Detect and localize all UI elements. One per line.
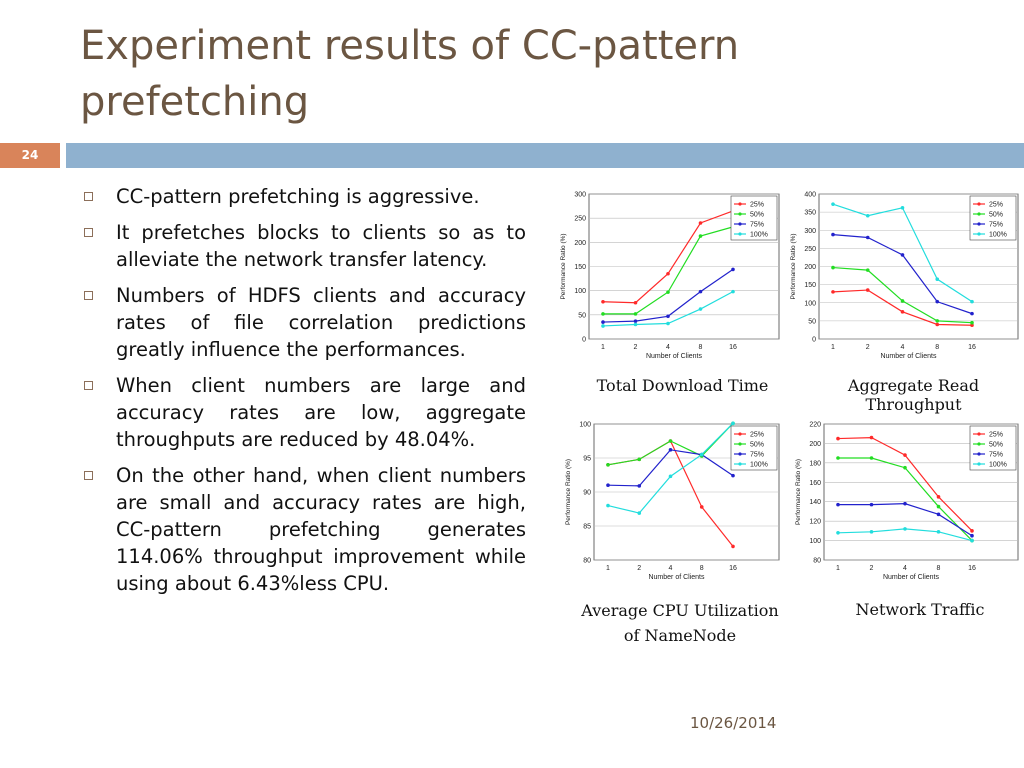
data-point [699,221,703,225]
legend-label: 100% [989,461,1007,469]
bullet-text: CC-pattern prefetching is aggressive. [116,185,480,208]
chart-svg [785,186,1024,371]
data-point [937,513,941,517]
data-point [935,300,939,304]
data-point [731,422,735,426]
y-tick-label: 100 [574,288,586,296]
series-line [608,423,733,464]
data-point [666,314,670,318]
y-tick-label: 350 [804,209,816,217]
x-tick-label: 1 [831,344,835,351]
y-tick-label: 50 [578,312,586,320]
slide-date: 10/26/2014 [690,714,777,732]
data-point [666,272,670,276]
data-point [836,456,840,460]
data-point [831,266,835,270]
legend-label: 25% [750,201,765,209]
data-point [699,290,703,294]
data-point [700,453,704,457]
chart-caption: Total Download Time [596,376,769,395]
chart-caption: Aggregate Read Throughput [847,376,980,414]
legend-label: 25% [989,431,1004,439]
data-point [970,534,974,538]
x-tick-label: 4 [666,344,670,351]
data-point [669,439,673,443]
legend-label: 25% [989,201,1004,209]
y-tick-label: 80 [583,557,591,565]
y-tick-label: 300 [804,227,816,235]
data-point [903,466,907,470]
bullet-square-icon [84,192,93,201]
data-point [935,319,939,323]
data-point [970,300,974,304]
x-tick-label: 8 [699,565,704,572]
x-tick-label: 8 [698,344,703,351]
series-line [833,204,972,302]
data-point [831,290,835,294]
legend-label: 50% [750,211,765,219]
x-tick-label: 2 [869,565,874,572]
x-tick-label: 8 [936,565,941,572]
data-point [601,312,605,316]
chart-total-download-time [555,186,785,371]
legend-marker [738,202,741,205]
data-point [866,288,870,292]
y-tick-label: 120 [809,518,821,526]
legend-marker [977,222,980,225]
series-line [833,268,972,323]
series-line [603,292,733,326]
data-point [669,448,673,452]
x-axis-label: Number of Clients [882,574,940,581]
legend-label: 50% [750,441,765,449]
bullet-square-icon [84,471,93,480]
y-tick-label: 400 [804,191,816,199]
y-axis-label: Performance Ratio (%) [795,458,802,526]
bullet-item [84,183,526,210]
y-tick-label: 50 [808,318,816,326]
chart-svg [560,416,785,592]
legend-marker [738,432,741,435]
y-tick-label: 90 [583,489,591,497]
data-point [606,483,610,487]
data-point [606,463,610,467]
bullet-item [84,462,526,597]
x-tick-label: 2 [633,344,638,351]
data-point [903,527,907,531]
data-point [836,503,840,507]
data-point [937,505,941,509]
data-point [935,277,939,281]
x-tick-label: 16 [968,344,976,351]
data-point [935,323,939,327]
data-point [666,290,670,294]
data-point [866,236,870,240]
data-point [970,539,974,543]
data-point [870,436,874,440]
data-point [903,502,907,506]
legend-marker [977,232,980,235]
data-point [601,324,605,328]
legend-marker [977,212,980,215]
x-tick-label: 8 [935,344,940,351]
data-point [937,495,941,499]
bullet-list [84,183,526,606]
data-point [831,233,835,237]
x-tick-label: 4 [900,344,905,351]
data-point [970,321,974,325]
legend-label: 50% [989,211,1004,219]
series-line [838,438,972,531]
x-tick-label: 16 [729,344,737,351]
y-tick-label: 140 [809,499,821,507]
y-tick-label: 160 [809,479,821,487]
legend-label: 75% [750,451,765,459]
y-tick-label: 95 [583,455,591,463]
y-tick-label: 150 [804,282,816,290]
x-tick-label: 1 [606,565,610,572]
y-tick-label: 100 [809,538,821,546]
legend-marker [977,442,980,445]
series-line [608,441,733,546]
bullet-square-icon [84,381,93,390]
x-axis-label: Number of Clients [645,353,703,360]
y-tick-label: 200 [574,239,586,247]
data-point [731,268,735,272]
y-tick-label: 100 [579,421,591,429]
y-tick-label: 200 [804,264,816,271]
title-divider-bar [66,143,1024,168]
data-point [866,268,870,272]
y-tick-label: 100 [804,300,816,308]
series-line [833,290,972,325]
data-point [666,322,670,326]
legend-marker [738,212,741,215]
data-point [606,504,610,508]
x-tick-label: 16 [729,565,737,572]
data-point [634,319,638,323]
chart-caption: Average CPU Utilization of NameNode [581,601,779,645]
bullet-text: On the other hand, when client numbers are small and accuracy rates are high, CC-pattern prefetching generates 114.06% throughput improvement while using about 6.43%less CPU. [116,464,526,595]
x-tick-label: 2 [865,344,870,351]
data-point [634,312,638,316]
y-tick-label: 0 [582,336,586,344]
x-axis-label: Number of Clients [648,574,705,581]
data-point [870,456,874,460]
series-line [608,423,733,513]
data-point [901,253,905,257]
legend-label: 75% [989,451,1004,459]
data-point [601,320,605,324]
legend-marker [977,432,980,435]
slide-title: Experiment results of CC-pattern prefetching [80,23,740,125]
data-point [601,300,605,304]
data-point [637,484,641,488]
y-tick-label: 220 [809,421,821,429]
legend-marker [738,462,741,465]
y-tick-label: 0 [812,336,816,344]
legend-marker [738,222,741,225]
data-point [700,505,704,509]
x-tick-label: 1 [601,344,605,351]
page-number-badge: 24 [0,143,60,168]
data-point [699,234,703,238]
bullet-square-icon [84,291,93,300]
data-point [970,529,974,533]
legend-label: 100% [750,231,768,239]
data-point [731,290,735,294]
x-tick-label: 2 [637,565,642,572]
legend-label: 25% [750,431,765,439]
data-point [731,545,735,549]
data-point [637,511,641,515]
y-tick-label: 200 [809,440,821,448]
bullet-text: Numbers of HDFS clients and accuracy rates of file correlation predictions greatly influence the performances. [116,284,526,361]
data-point [699,307,703,311]
x-tick-label: 4 [903,565,907,572]
y-tick-label: 150 [574,264,586,271]
y-tick-label: 85 [583,523,591,531]
data-point [634,323,638,327]
chart-network-traffic [790,416,1024,592]
y-axis-label: Performance Ratio (%) [560,233,567,300]
chart-average-cpu-utilization [560,416,785,592]
legend-label: 50% [989,441,1004,449]
data-point [637,458,641,462]
x-tick-label: 4 [668,565,673,572]
x-tick-label: 16 [968,565,976,572]
data-point [836,531,840,535]
series-line [603,227,733,314]
bullet-item [84,372,526,453]
legend-marker [977,202,980,205]
legend-label: 75% [989,221,1004,229]
series-line [608,450,733,486]
legend-marker [738,232,741,235]
data-point [901,310,905,314]
data-point [866,214,870,218]
data-point [970,312,974,316]
legend-marker [738,452,741,455]
data-point [901,206,905,210]
data-point [731,474,735,478]
data-point [836,437,840,441]
x-axis-label: Number of Clients [880,353,937,360]
y-tick-label: 180 [809,460,821,468]
legend-label: 100% [750,461,768,469]
x-tick-label: 1 [836,565,840,572]
bullet-item [84,282,526,363]
data-point [901,299,905,303]
chart-caption: Network Traffic [855,600,985,619]
y-tick-label: 250 [574,215,586,223]
y-tick-label: 300 [574,191,586,199]
data-point [831,202,835,206]
data-point [903,453,907,457]
legend-marker [738,442,741,445]
chart-svg [790,416,1024,592]
bullet-square-icon [84,228,93,237]
bullet-text: It prefetches blocks to clients so as to alleviate the network transfer latency. [116,221,526,271]
data-point [870,503,874,507]
chart-svg [555,186,785,371]
legend-marker [977,452,980,455]
bullet-text: When client numbers are large and accuracy rates are low, aggregate throughputs are reduced by 48.04%. [116,374,526,451]
legend-label: 75% [750,221,765,229]
legend-label: 100% [989,231,1007,239]
bullet-item [84,219,526,273]
data-point [634,301,638,305]
data-point [870,530,874,534]
y-tick-label: 80 [813,557,821,565]
legend-marker [977,462,980,465]
data-point [669,475,673,479]
y-tick-label: 250 [804,245,816,253]
series-line [603,211,733,303]
data-point [937,530,941,534]
y-axis-label: Performance Ratio (%) [565,458,572,526]
y-axis-label: Performance Ratio (%) [790,233,797,300]
chart-aggregate-read-throughput [785,186,1024,371]
